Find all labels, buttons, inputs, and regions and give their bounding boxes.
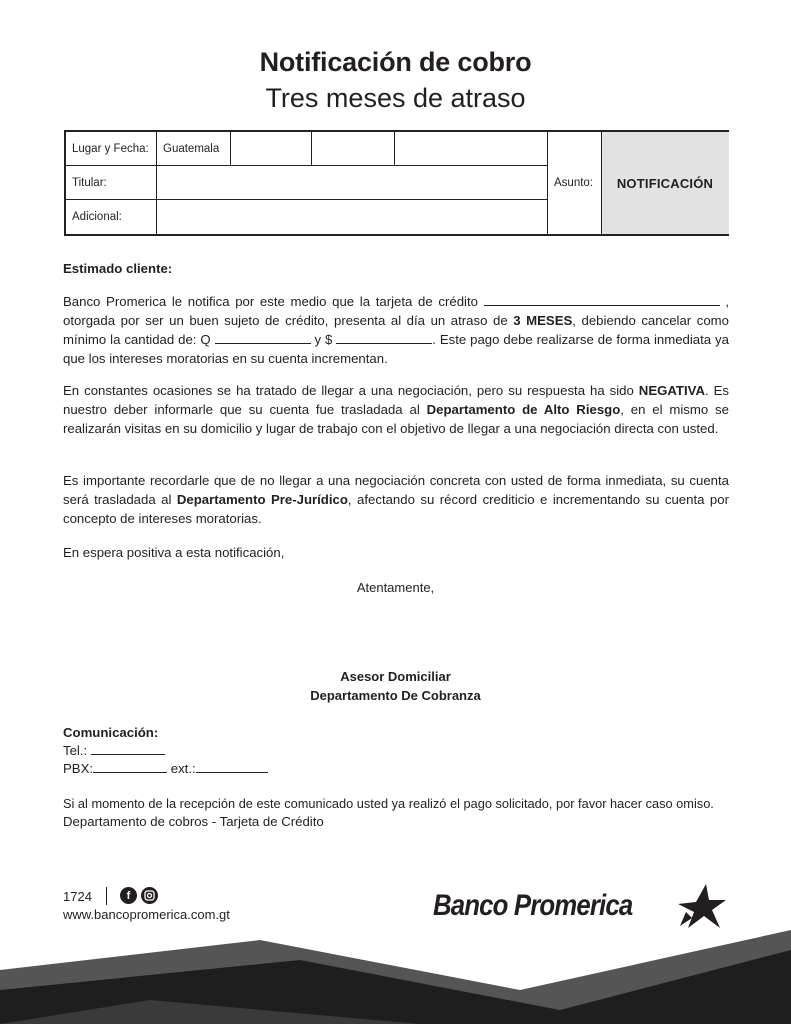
amount-usd-blank[interactable] [336,332,432,344]
bank-logo: Banco Promerica [433,889,633,922]
contact-heading: Comunicación: [63,725,159,740]
fecha-cell[interactable] [312,132,394,165]
document-title: Notificación de cobro [259,47,532,77]
promerica-star-icon [676,882,728,932]
paragraph-1 [63,292,729,368]
greeting: Estimado cliente: [63,261,173,276]
p1-text: , debiendo cancelar como mínimo la cantidad de: Q [63,313,729,347]
p1-text: y $ [314,332,333,347]
months-overdue: 3 MESES [513,313,573,328]
pbx-blank[interactable] [93,761,167,773]
header-form-table [64,130,729,236]
lugar-fecha-label: Lugar y Fecha: [72,142,149,155]
p2-text: En constantes ocasiones se ha tratado de llegar a una negociación, pero su respuesta ha sido [63,383,634,398]
card-number-blank[interactable] [484,294,720,306]
adicional-label: Adicional: [72,211,122,223]
fecha-cell[interactable] [395,132,547,165]
paragraph-2 [63,381,729,438]
p3-text: , afectando su récord crediticio e incrementando su cuenta por concepto de intereses moratorias. [63,492,729,526]
negativa-text: NEGATIVA [638,383,705,398]
document-subtitle: Tres meses de atraso [265,83,526,113]
footer-divider [106,887,107,905]
facebook-icon[interactable] [120,887,137,904]
fecha-cell[interactable] [231,132,311,165]
asunto-value: NOTIFICACIÓN [616,175,714,191]
signoff: Atentamente, [356,580,435,595]
tel-line [63,741,729,760]
p1-text: , [725,294,729,309]
titular-field[interactable] [157,166,547,199]
p2-text: . Es nuestro deber informarle que su cuenta fue trasladada al [63,383,730,417]
document-number: 1724 [63,889,92,904]
asunto-label: Asunto: [554,177,593,189]
p3-text: Es importante recordarle que de no llegar a una negociación concreta con usted de forma inmediata, su cuenta será trasladada al [63,473,729,507]
paragraph-3 [63,471,729,528]
facebook-glyph: f [126,889,131,902]
p1-text: . Este pago debe realizarse de forma inmediata ya que los intereses moratorias en su cuenta incrementan. [63,332,729,366]
ext-label: ext.: [170,761,196,776]
instagram-glyph [144,890,155,901]
amount-q-blank[interactable] [215,332,311,344]
ext-blank[interactable] [196,761,268,773]
p1-text: otorgada por ser un buen sujeto de crédito, presenta al día un atraso de [63,313,508,328]
department-note: Departamento de cobros - Tarjeta de Crédito [63,814,324,829]
adicional-field[interactable] [157,200,547,234]
titular-label: Titular: [72,176,107,189]
footer-graphic [0,930,791,1024]
alto-riesgo-text: Departamento de Alto Riesgo [426,402,621,417]
tel-blank[interactable] [91,743,165,755]
pbx-line [63,759,729,778]
closing-line: En espera positiva a esta notificación, [63,545,285,560]
pbx-label: PBX: [63,761,94,776]
payment-note: Si al momento de la recepción de este comunicado usted ya realizó el pago solicitado, por favor hacer caso omiso. [63,796,714,811]
tel-label: Tel.: [63,743,88,758]
website-url[interactable]: www.bancopromerica.com.gt [63,907,230,922]
signer-role: Asesor Domiciliar [340,669,451,684]
p2-text: , en el mismo se realizarán visitas en su domicilio y lugar de trabajo con el objetivo de llegar a una negociación directa con usted. [63,402,729,436]
pre-juridico-text: Departamento Pre-Jurídico [176,492,348,507]
signer-department: Departamento De Cobranza [310,688,481,703]
p1-text: Banco Promerica le notifica por este medio que la tarjeta de crédito [63,294,478,309]
instagram-icon[interactable] [141,887,158,904]
lugar-value: Guatemala [163,142,220,155]
